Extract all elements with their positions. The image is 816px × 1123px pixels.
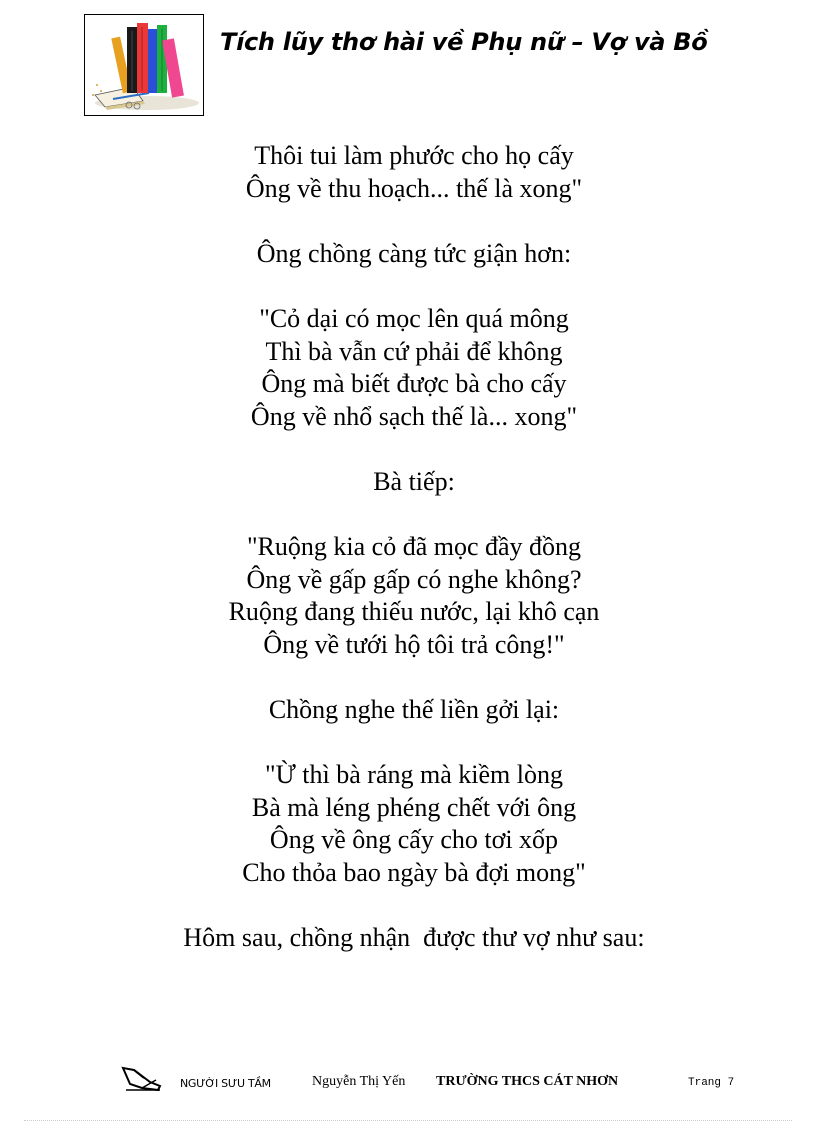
poem-line: Ruộng đang thiếu nước, lại khô cạn <box>228 597 600 627</box>
stanza-break <box>0 499 816 532</box>
poem-line: Ông về ông cấy cho tơi xốp <box>269 825 559 855</box>
poem-line: "Ruộng kia cỏ đã mọc đầy đồng <box>246 532 582 562</box>
books-logo <box>84 14 204 116</box>
bottom-divider <box>24 1120 792 1121</box>
poem-line: "Cỏ dại có mọc lên quá mông <box>259 303 569 333</box>
poem-line: Thôi tui làm phước cho họ cấy <box>254 141 574 170</box>
author-name: Nguyễn Thị Yến <box>312 1074 406 1089</box>
poem-line: Ông chồng càng tức giận hơn: <box>256 238 572 268</box>
stanza-break <box>0 205 816 238</box>
poem-line: Ông mà biết được bà cho cấy <box>261 369 567 399</box>
stanza-break <box>0 662 816 695</box>
school-name: TRƯỜNG THCS CÁT NHƠN <box>436 1074 619 1089</box>
poem-text <box>0 140 816 955</box>
poem-line: "Ừ thì bà ráng mà kiềm lòng <box>265 760 563 790</box>
poem-line: Bà mà léng phéng chết với ông <box>251 792 577 822</box>
writing-hand-icon <box>120 1064 164 1099</box>
stanza-break <box>0 433 816 466</box>
collector-label: NGƯỜI SƯU TẦM <box>180 1077 271 1090</box>
poem-line: Ông về gấp gấp có nghe không? <box>246 564 582 594</box>
poem-line: Bà tiếp: <box>373 466 455 496</box>
poem-line: Ông về nhổ sạch thế là... xong" <box>250 401 578 431</box>
page-number: Trang 7 <box>688 1077 735 1089</box>
page-title: Tích lũy thơ hài về Phụ nữ – Vợ và Bồ <box>220 28 708 56</box>
poem-line: Chồng nghe thế liền gởi lại: <box>268 695 560 725</box>
poem-line: Ông về thu hoạch... thế là xong" <box>245 173 583 203</box>
poem-line: Ông về tưới hộ tôi trả công!" <box>263 629 565 659</box>
stanza-break <box>0 890 816 923</box>
poem-line: Cho thỏa bao ngày bà đợi mong" <box>242 858 586 888</box>
poem-line: Thì bà vẫn cứ phải để không <box>265 336 563 366</box>
stanza-break <box>0 727 816 760</box>
poem-line: Hôm sau, chồng nhận được thư vợ như sau: <box>183 923 645 953</box>
stanza-break <box>0 270 816 303</box>
page-footer <box>0 1064 816 1104</box>
